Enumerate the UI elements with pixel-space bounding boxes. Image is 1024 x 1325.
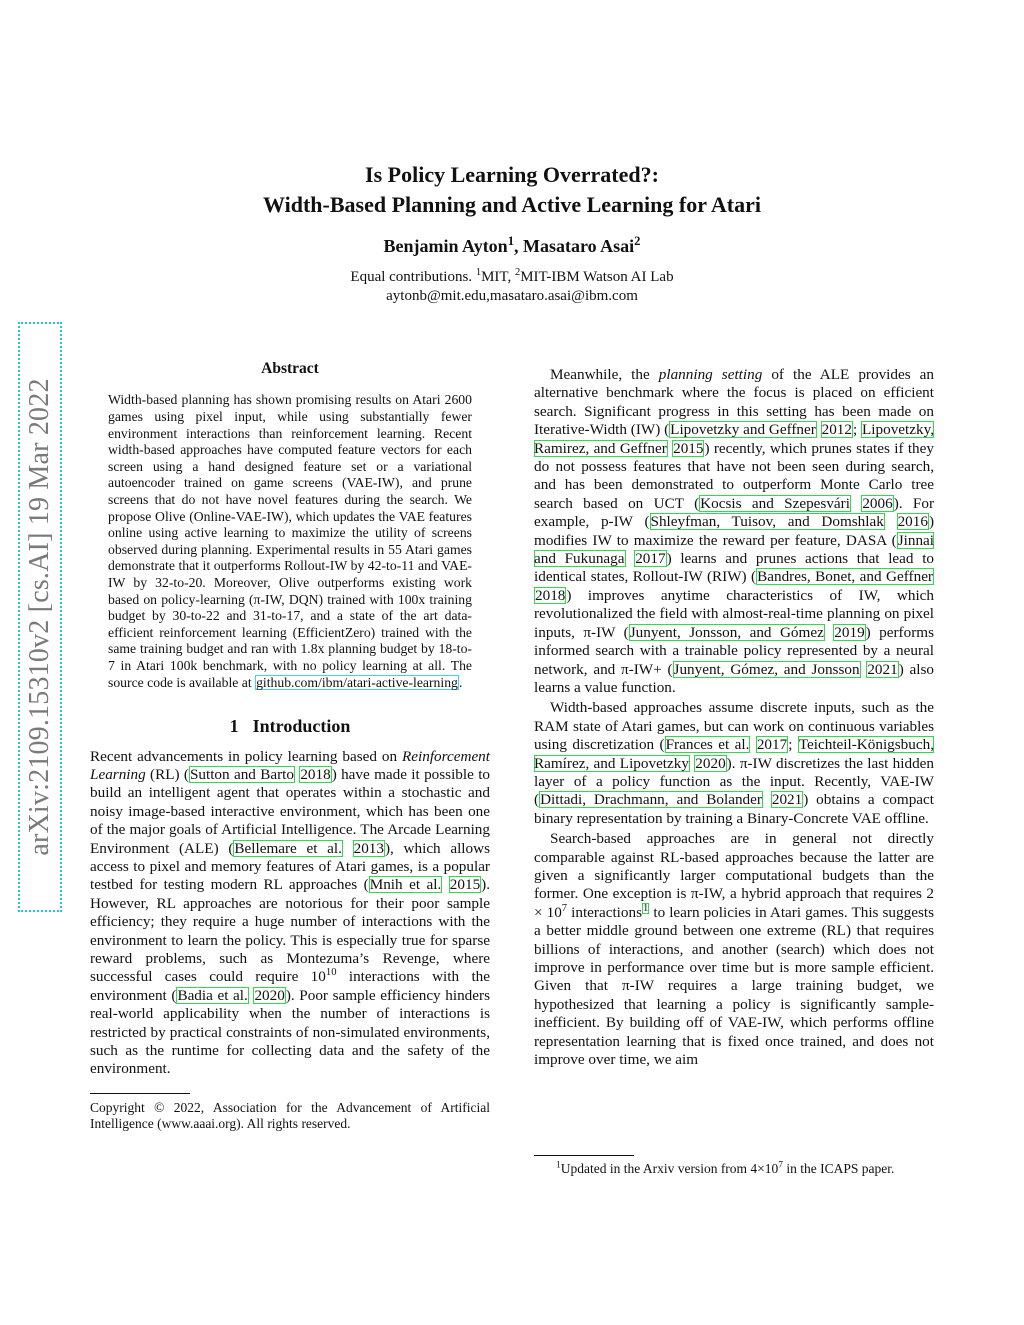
citation-link[interactable]: Junyent, Jonsson, and Gómez [629, 623, 824, 641]
citation-year-link[interactable]: 2016 [897, 513, 928, 531]
citation-link[interactable]: Bandres, Bonet, and Geffner [757, 568, 933, 586]
text-run: ) obtains a compact binary representation by training a Binary-Concrete VAE offline. [534, 791, 934, 827]
paper-title [0, 160, 1024, 220]
text-run: Meanwhile, the [550, 366, 659, 383]
text-run: ), which allows access to pixel and memory features of Atari games, is a popular testbed for testing modern RL approaches ( [90, 839, 490, 894]
citation-link[interactable]: Frances et al. [665, 736, 750, 754]
intro-paragraph-1 [90, 748, 490, 1079]
citation-link[interactable]: Lipovetzky, Ramirez, and Geffner [534, 421, 934, 457]
text-run [750, 736, 755, 753]
section-heading-introduction [90, 717, 490, 735]
text-run [763, 791, 771, 808]
citation-year-link[interactable]: 2021 [771, 791, 803, 809]
text-run [442, 876, 448, 893]
exponent: 10 [325, 967, 337, 979]
citation-link[interactable]: Teichteil-Königsbuch, Ramírez, and Lipovetzky [534, 736, 934, 772]
right-paragraph-3 [534, 830, 934, 1069]
footnote [556, 1160, 894, 1177]
citation-year-link[interactable]: 2020 [695, 754, 726, 772]
text-run: Search-based approaches are in general not directly comparable against RL-based approaches because the latter are given a significantly larger computational budgets than the former. One exception is π-IW, a hybrid approach that requires 2 × 10 [534, 830, 934, 921]
text-run: interactions with the environment ( [90, 968, 491, 1004]
text-run: ) recently, which prunes states if they do not possess features that have not been seen during search, and has been demonstrated to outperform Monte Carlo tree search based on UCT ( [534, 439, 934, 512]
text-run: to learn policies in Atari games. This suggests a better middle ground between one extreme (RL) that requires billions of interactions, and another (search) which does not improve in performance over time but is more sample efficient. Given that π-IW requires a large training budget, we hypothesized that learning a policy is significantly sample-inefficient. By building off of VAE-IW, which performs offline representation learning that is fixed once trained, and does not improve over time, we aim [534, 903, 934, 1069]
text-run: ). Poor sample efficiency hinders real-world applicability when the number of interactions is restricted by practical constraints of non-simulated environments, such as the runtime for collecting data and the safety of the environment. [90, 986, 490, 1078]
text-run [885, 513, 897, 530]
citation-year-link[interactable]: 2012 [821, 421, 852, 439]
citation-link[interactable]: Lipovetzky and Geffner [670, 421, 816, 439]
title-line-1: Is Policy Learning Overrated?: [365, 162, 659, 187]
text-run: ) modifies IW to maximize the reward per feature, DASA ( [534, 513, 934, 549]
text-run: Width-based approaches assume discrete inputs, such as the RAM state of Atari games, but can work on continuous variables using discretization ( [534, 699, 934, 754]
affil-sup-b: 2 [514, 267, 521, 278]
arxiv-stamp[interactable] [18, 322, 62, 912]
source-code-link[interactable]: github.com/ibm/atari-active-learning [256, 674, 458, 690]
citation-link[interactable]: Sutton and Barto [189, 765, 294, 783]
left-column [90, 360, 490, 1133]
emphasis: Reinforcement Learning [90, 747, 490, 783]
affiliations [0, 268, 1024, 306]
author-emails: aytonb@mit.edu,masataro.asai@ibm.com [386, 288, 638, 304]
text-run: ). For example, p-IW ( [534, 494, 935, 531]
title-line-2: Width-Based Planning and Active Learning for Atari [263, 192, 761, 217]
citation-link[interactable]: Mnih et al. [369, 876, 442, 894]
emphasis: planning setting [658, 366, 763, 383]
exponent: 7 [561, 902, 568, 914]
citation-year-link[interactable]: 2018 [535, 586, 566, 604]
citation-link[interactable]: Shleyfman, Tuisov, and Domshlak [650, 513, 884, 531]
text-run: of the ALE provides an alternative benchmark where the focus is placed on efficient search. Significant progress in this setting has been made on Iterative-Width (IW) ( [534, 366, 934, 439]
citation-year-link[interactable]: 2019 [834, 623, 865, 641]
citation-year-link[interactable]: 2015 [673, 439, 704, 457]
text-run [343, 840, 353, 857]
affil-text-a: Equal contributions. [350, 269, 476, 285]
text-run: ; [788, 736, 798, 754]
author-1: Benjamin Ayton [383, 236, 508, 256]
citation-year-link[interactable]: 2021 [867, 660, 898, 678]
text-run: (RL) ( [145, 765, 189, 783]
author-2: Masataro Asai [523, 236, 635, 256]
text-run [825, 624, 833, 641]
citation-link[interactable]: Junyent, Gómez, and Jonsson [673, 660, 860, 678]
affil-text-c: MIT-IBM Watson AI Lab [520, 269, 674, 285]
author-2-affil: 2 [634, 234, 641, 248]
right-paragraph-2 [534, 699, 934, 828]
text-run: ) learns and prunes actions that lead to identical states, Rollout-IW (RIW) ( [534, 550, 935, 586]
footnote-mark: 1 [556, 1160, 561, 1171]
text-run: ) have made it possible to build an intelligent agent that operates within a stochastic and noisy image-based interactive environment, which has been one of the major goals of Artificial Intelligence. The Arcade Learning Environment (ALE) ( [90, 765, 491, 857]
footnote-link[interactable]: 1 [643, 902, 649, 914]
right-paragraph-1 [534, 366, 934, 697]
author-sep: , [514, 236, 523, 256]
footnote-text-a: Updated in the Arxiv version from 4×10 [560, 1161, 779, 1176]
citation-link[interactable]: Dittadi, Drachmann, and Bolander [540, 791, 762, 809]
footnote-exponent: 7 [778, 1160, 784, 1171]
citation-year-link[interactable]: 2017 [756, 736, 788, 754]
section-title: Introduction [252, 716, 351, 737]
text-run: ). π-IW discretizes the last hidden layer of a policy function as the input. Recently, VAE-IW ( [534, 754, 934, 809]
text-run: interactions [567, 903, 642, 921]
citation-year-link[interactable]: 2017 [635, 550, 666, 568]
text-run: ) performs informed search with a trainable policy represented by a neural network, and π-IW+ ( [534, 623, 934, 678]
text-run: ; [852, 421, 862, 439]
arxiv-stamp-text: arXiv:2109.15310v2 [cs.AI] 19 Mar 2022 [24, 378, 55, 856]
author-list [0, 236, 1024, 257]
citation-link[interactable]: Badia et al. [177, 986, 248, 1004]
affil-text-b: MIT, [481, 269, 515, 285]
right-column [534, 364, 934, 1069]
abstract-body [108, 392, 472, 691]
text-run: ) improves anytime characteristics of IW, which revolutionalized the field with almost-real-time planning on pixel inputs, π-IW ( [534, 586, 934, 641]
section-number: 1 [229, 716, 239, 737]
footnote-rule [534, 1155, 634, 1156]
footnote-rule [90, 1093, 190, 1094]
author-1-affil: 1 [507, 234, 514, 248]
affil-sup-a: 1 [475, 267, 482, 278]
text-run [851, 495, 861, 512]
citation-year-link[interactable]: 2015 [449, 876, 481, 894]
citation-year-link[interactable]: 2020 [254, 986, 285, 1004]
abstract-text: Width-based planning has shown promising results on Atari 2600 games using pixel input, while using substantially fewer environment interactions than reinforcement learning. Recent width-based approaches have computed feature vectors for each screen using a hand designed feature set or a variational autoencoder trained on game screens (VAE-IW), and prune screens that do not have novel features during the search. We propose Olive (Online-VAE-IW), which updates the VAE features online using active learning to maximize the utility of screens observed during planning. Experimental results in 55 Atari games demonstrate that it outperforms Rollout-IW by 42-to-11 and VAE-IW by 32-to-20. Moreover, Olive outperforms existing work based on policy-learning (π-IW, DQN) trained with 100x training budget by 30-to-22 and 31-to-17, and a state of the art data-efficient reinforcement learning (EfficientZero) trained with the same training budget and ran with 1.8x planning budget by 18-to-7 in Atari 100k benchmark, with no policy learning at all. The source code is available at [108, 392, 472, 690]
abstract-end: . [458, 674, 463, 690]
copyright-notice: Copyright © 2022, Association for the Advancement of Artificial Intelligence (www.aaai.org). All rights reserved. [90, 1099, 490, 1132]
footnote-text-b: in the ICAPS paper. [783, 1161, 895, 1176]
citation-link[interactable]: Kocsis and Szepesvári [700, 494, 850, 512]
affiliation-line [0, 268, 1024, 287]
text-run: ). However, RL approaches are notorious for their poor sample efficiency; they require a huge number of interactions with the environment to learn the policy. This is especially true for sparse reward problems, such as Montezuma’s Revenge, where successful cases could require 10 [90, 876, 491, 986]
text-run: ) also learns a value function. [534, 660, 934, 696]
citation-year-link[interactable]: 2006 [862, 494, 893, 512]
text-run [626, 550, 635, 567]
citation-year-link[interactable]: 2018 [300, 765, 331, 783]
citation-link[interactable]: Bellemare et al. [234, 839, 342, 857]
citation-year-link[interactable]: 2013 [353, 839, 384, 857]
abstract-heading: Abstract [261, 360, 319, 377]
citation-link[interactable]: Jinnai and Fukunaga [534, 531, 934, 568]
text-run: Recent advancements in policy learning based on [90, 747, 402, 765]
